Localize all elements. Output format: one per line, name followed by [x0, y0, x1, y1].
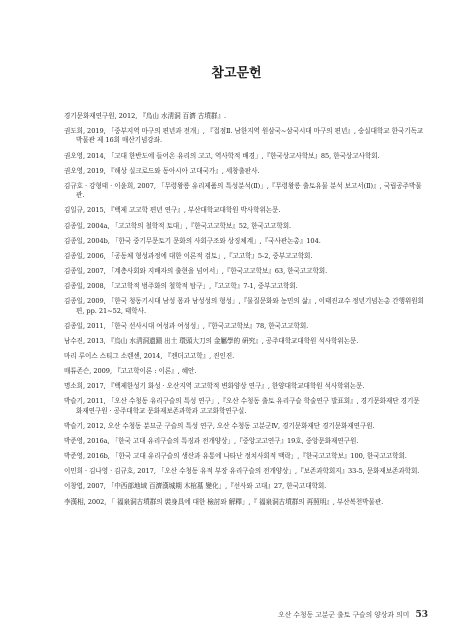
reference-item: 매튜존슨, 2009, 『고고학이론 : 이론』, 혜안.	[64, 367, 197, 376]
reference-item: 남수진, 2013, 『烏山 水淸洞遺蹟 出土 環頭大刀의 金屬學的 硏究』, 공주대학교대학원 석사학위논문.	[64, 336, 359, 345]
reference-item: 김종일, 2004a, 「고고학의 철학적 토대」,『한국고고학보』52, 한국고고학회.	[64, 221, 292, 230]
reference-item: 박준영, 2016b, 「한국 고대 유리구슬의 생산과 유통에 나타난 정치사회적 맥락」,『한국고고학보』100, 한국고고학회.	[64, 452, 407, 461]
reference-item: 김종일, 2006, 「공동체 형성과정에 대한 이론적 검토」,『고고학』5-2, 중부고고학회.	[64, 251, 313, 260]
reference-item: 이창엽, 2007, 「中西部地域 百濟漢城期 木棺墓 變化」,『선사와 고대』27, 한국고대학회.	[64, 482, 327, 491]
reference-item: 김종일, 2011, 「한국 선사시대 여성과 여성성」,『한국고고학보』78, 한국고고학회.	[64, 321, 309, 330]
reference-item: 李漢相, 2002, 「 福泉洞古墳群의 裝身具에 대한 檢討와 解釋」,『 福泉洞古墳群의 再照明』, 부산복천박물관.	[64, 497, 384, 506]
reference-item: 마리 루이스 스티그 소렌센, 2014, 『젠더고고학』, 진인진.	[64, 352, 235, 360]
page-title: 참고문헌	[211, 66, 262, 81]
reference-item: 경기문화재연구원, 2012, 『烏山 水淸洞 百濟 古墳群』.	[64, 112, 227, 120]
reference-item: 김일규, 2015, 『백제 고고학 편년 연구』, 부산대학교대학원 박사학위논문.	[64, 206, 281, 215]
reference-item: 김종일, 2007, 「계층사회와 지배자의 출현을 넘어서」,『한국고고학보』63, 한국고고학회.	[64, 266, 328, 275]
reference-list	[64, 112, 424, 513]
reference-item: 박슬기, 2012, 오산 수청동 분묘군 구슬의 특성 연구, 오산 수청동 고분군Ⅳ, 경기문화재단 경기문화재연구원.	[64, 421, 375, 430]
reference-item: 권오영, 2019, 『해상 실크로드와 동아시아 고대국가』, 세창출판사.	[64, 166, 260, 175]
reference-item: 권오영, 2014, 「고대 한반도에 들어온 유리의 고고, 역사학적 배경」,『한국상고사학보』85, 한국상고사학회.	[64, 151, 380, 160]
running-title: 오산 수청동 고분군 출토 구슬의 양상과 의미	[278, 611, 410, 619]
reference-item: 박준영, 2016a, 「한국 고대 유리구슬의 특징과 전개양상」,『중앙고고연구』19호, 중앙문화재연구원.	[64, 437, 359, 446]
reference-item: 김종일, 2008, 「고고학적 범주화의 철학적 탐구」,『고고학』7-1, 중부고고학회.	[64, 282, 298, 291]
reference-item: 이민희 · 김나영 · 김규호, 2017, 「오산 수청동 유적 부장 유리구슬의 전개양상」,『보존과학회지』33-5, 문화재보존과학회.	[64, 467, 420, 476]
reference-item: 권도희, 2019, 「중부지역 마구의 편년과 전개」, 『접점Ⅱ. 남한지역 원삼국~삼국시대 마구의 편년』, 숭실대학교 한국기독교박물관 제 16회 매산기념강좌.	[64, 127, 424, 145]
reference-item: 명소희, 2017, 『백제한성기 화성 · 오산지역 고고학적 변화양상 연구』, 한양대학교대학원 석사학위논문.	[64, 382, 365, 391]
reference-item: 김규호 · 강형태 · 이윤희, 2007, 「무령왕릉 유리제품의 특성분석(Ⅱ)」,『무령왕릉 출토유물 분석 보고서(Ⅱ)』, 국립공주박물관.	[64, 181, 422, 200]
reference-item: 박슬기, 2011, 「오산 수청동 유리구슬의 특성 연구」,『오산 수청동 출토 유리구슬 학술연구 발표회』, 경기문화재단 경기문화재연구원 · 공주대학교 문화재보존과학과 고고화학연구실.	[64, 397, 420, 415]
reference-item: 김종일, 2004b, 「한국 중기무문토기 문화의 사회구조와 상징체계」,『국사관논총』104.	[64, 236, 321, 245]
page-number: 53	[415, 610, 428, 620]
page-footer	[278, 609, 428, 620]
reference-item: 김종일, 2009, 「한국 청동기시대 남성 몸과 남성성의 형성」,『물질문화와 농민의 삶』, 이태진교수 정년기념논총 간행위원회 편, pp. 21~52, 태학사.	[64, 297, 424, 315]
